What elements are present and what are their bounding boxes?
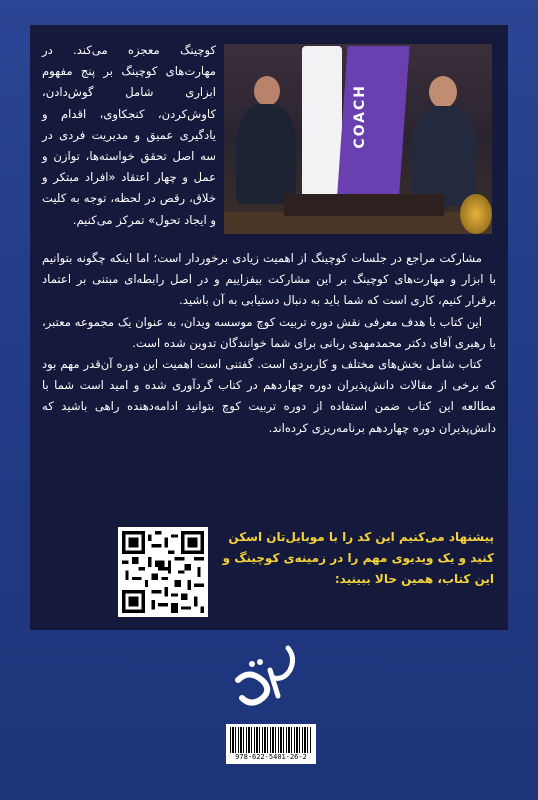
intro-paragraph: کوچینگ معجزه می‌کند. در مهارت‌های کوچینگ بر پنج مفهوم ابزاری شامل گوش‌دادن، کاوش‌کردن، کنجکاوی، اقدام و یادگیری عمیق و مدیریت فردی در سه اصل تحقق خواسته‌ها، توازن و عمل و چهار اعتقاد «افراد مبتکر و خلاق، رقص در لحظه، توجه به کلیت و ایجاد تحول» تمرکز می‌کنیم. bbox=[42, 43, 216, 227]
qr-instruction: پیشنهاد می‌کنیم این کد را با موبایل‌تان اسکن کنید و یک ویدیوی مهم را در زمینه‌ی کوچینگ و این کتاب، همین حالا ببینید: bbox=[222, 530, 494, 586]
qr-code[interactable] bbox=[118, 527, 208, 617]
sponsor-banner-white bbox=[302, 46, 342, 206]
isbn-barcode bbox=[226, 724, 316, 764]
speaker-right-head bbox=[429, 76, 457, 108]
speaker-left bbox=[236, 104, 296, 204]
paragraph-2: این کتاب با هدف معرفی نقش دوره تربیت کوچ موسسه ویدان، به عنوان یک مجموعه معتبر، با رهبری آقای دکتر محمدمهدی ربانی برای شما خوانندگان تدوین شده است. bbox=[42, 314, 496, 350]
publisher-logo-icon bbox=[230, 640, 306, 712]
flower-plant bbox=[460, 194, 492, 234]
qr-code-icon bbox=[122, 531, 204, 613]
publisher-logo bbox=[230, 640, 306, 712]
main-text bbox=[42, 248, 496, 439]
speaker-right bbox=[412, 106, 476, 206]
paragraph-3: کتاب شامل بخش‌های مختلف و کاربردی است. گفتنی است اهمیت این دوره آن‌قدر مهم بود که برخی از مقالات دانش‌پذیران دوره چهاردهم در کتاب گردآوری شده و امید است شما با مطالعه این کتاب ضمن استفاده از دوره تربیت کوچ بتوانید ادامه‌دهنده راهی باشید که دانش‌پذیران دوره چهاردهم برنامه‌ریزی کرده‌اند. bbox=[42, 357, 496, 435]
barcode-bars bbox=[230, 727, 312, 753]
speaker-left-head bbox=[254, 76, 280, 106]
sponsor-banner-purple bbox=[336, 46, 409, 206]
stage-table bbox=[284, 194, 444, 216]
isbn-number: 978-622-5401-26-2 bbox=[235, 753, 307, 761]
banner-text: COACH bbox=[352, 84, 368, 149]
event-photo bbox=[224, 44, 492, 234]
paragraph-1: مشارکت مراجع در جلسات کوچینگ از اهمیت زیادی برخوردار است؛ اما اینکه چگونه بتوانیم با ابزار و مهارت‌های کوچینگ بر این مشارکت بیفزاییم و در اصل رابطه‌ای مبتنی بر اعتماد برقرار کنیم، کاری است که شما باید به دنبال دستیابی به آن باشید. bbox=[42, 251, 496, 308]
